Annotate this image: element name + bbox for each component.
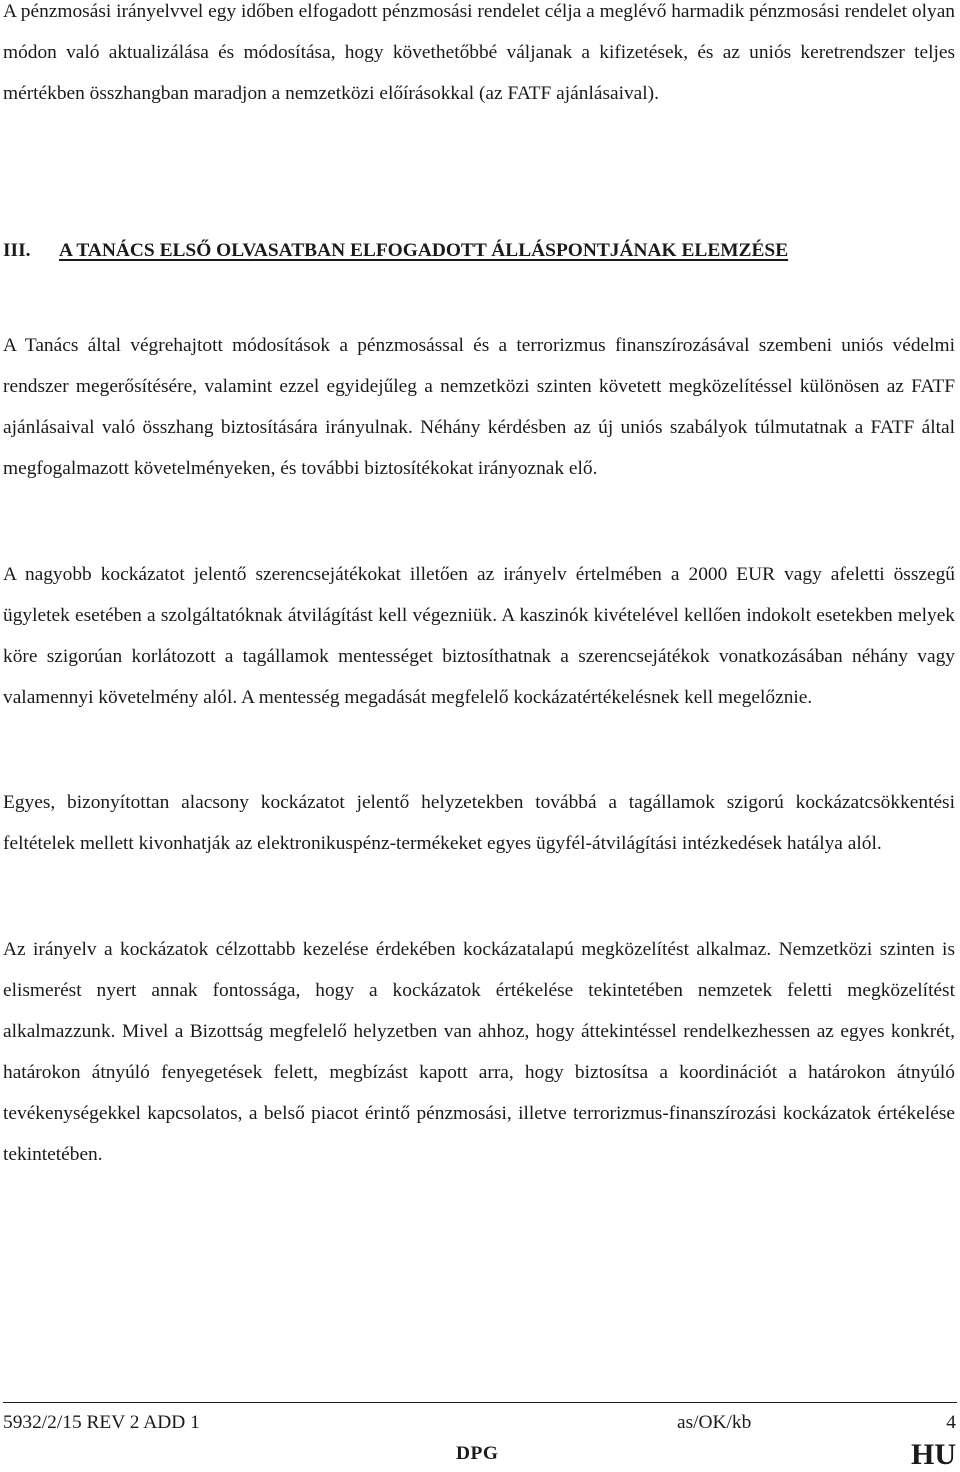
section-number: III. <box>3 240 31 261</box>
footer-initials: as/OK/kb <box>677 1412 752 1433</box>
body-paragraph-3: Egyes, bizonyítottan alacsony kockázatot jelentő helyzetekben továbbá a tagállamok szigorú kockázatcsökkentési feltételek mellett kivonhatják az elektronikuspénz-termékeket egyes ügyfél-átvilágítási intézkedések hatálya alól. <box>3 792 955 854</box>
footer-document-reference: 5932/2/15 REV 2 ADD 1 <box>3 1412 200 1433</box>
intro-paragraph: A pénzmosási irányelvvel egy időben elfogadott pénzmosási rendelet célja a meglévő harmadik pénzmosási rendelet olyan módon való aktualizálása és módosítása, hogy követhetőbbé váljanak a kifizetések, és az uniós keretrendszer teljes mértékben összhangban maradjon a nemzetközi előírásokkal (az FATF ajánlásaival). <box>3 1 955 104</box>
footer-directorate: DPG <box>456 1443 499 1464</box>
footer-divider <box>3 1402 957 1403</box>
body-paragraph-4: Az irányelv a kockázatok célzottabb kezelése érdekében kockázatalapú megközelítést alkalmaz. Nemzetközi szinten is elismerést nyert annak fontossága, hogy a kockázatok értékelése tekintetében nemzetek feletti megközelítést alkalmazzunk. Mivel a Bizottság megfelelő helyzetben van ahhoz, hogy áttekintéssel rendelkezhessen az egyes konkrét, határokon átnyúló fenyegetések felett, megbízást kapott arra, hogy biztosítsa a koordinációt a határokon átnyúló tevékenységekkel kapcsolatos, a belső piacot érintő pénzmosási, illetve terrorizmus-finanszírozási kockázatok értékelése tekintetében. <box>3 939 955 1165</box>
body-paragraph-2: A nagyobb kockázatot jelentő szerencsejátékokat illetően az irányelv értelmében a 2000 EUR vagy afeletti összegű ügyletek esetében a szolgáltatóknak átvilágítást kell végezniük. A kaszinók kivételével kellően indokolt esetekben melyek köre szigorúan korlátozott a tagállamok mentességet biztosíthatnak a szerencsejátékok vonatkozásában néhány vagy valamennyi követelmény alól. A mentesség megadását megfelelő kockázatértékelésnek kell megelőznie. <box>3 564 955 708</box>
footer-language-code: HU <box>911 1438 956 1471</box>
footer-page-number: 4 <box>946 1412 956 1433</box>
body-paragraph-1: A Tanács által végrehajtott módosítások a pénzmosással és a terrorizmus finanszírozásával szembeni uniós védelmi rendszer megerősítésére, valamint ezzel egyidejűleg a nemzetközi szinten követett megközelítéssel különösen az FATF ajánlásaival való összhang biztosítására irányulnak. Néhány kérdésben az új uniós szabályok túlmutatnak a FATF által megfogalmazott követelményeken, és további biztosítékokat irányoznak elő. <box>3 335 955 479</box>
section-title: A TANÁCS ELSŐ OLVASATBAN ELFOGADOTT ÁLLÁSPONTJÁNAK ELEMZÉSE <box>59 240 789 261</box>
